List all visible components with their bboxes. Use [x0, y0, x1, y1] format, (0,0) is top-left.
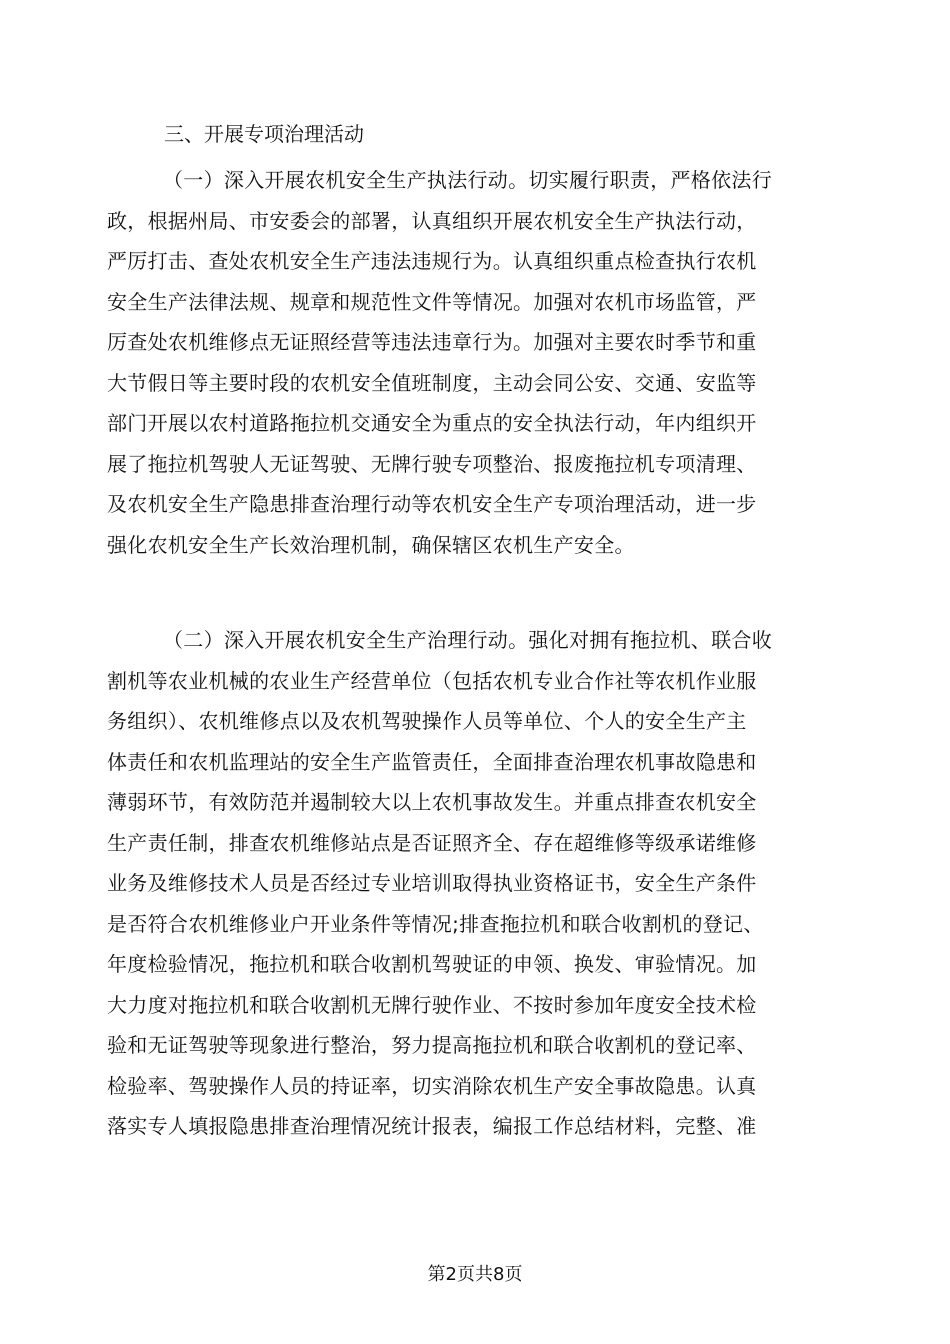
text-line: 政，根据州局、市安委会的部署，认真组织开展农机安全生产执法行动，	[107, 208, 757, 233]
text-line: 检验率、驾驶操作人员的持证率，切实消除农机生产安全事故隐患。认真	[107, 1073, 757, 1098]
paragraph-enforcement-action	[107, 160, 847, 565]
text-line: 验和无证驾驶等现象进行整治，努力提高拖拉机和联合收割机的登记率、	[107, 1033, 757, 1057]
text-line: 厉查处农机维修点无证照经营等违法违章行为。加强对主要农时季节和重	[107, 330, 757, 354]
text-line: 生产责任制，排查农机维修站点是否证照齐全、存在超维修等级承诺维修	[107, 830, 757, 855]
paragraph-governance-action	[107, 620, 847, 1147]
text-line: 安全生产法律法规、规章和规范性文件等情况。加强对农机市场监管，严	[107, 289, 757, 314]
text-line: 年度检验情况，拖拉机和联合收割机驾驶证的申领、换发、审验情况。加	[107, 952, 757, 976]
text-line: 部门开展以农村道路拖拉机交通安全为重点的安全执法行动，年内组织开	[107, 411, 757, 435]
text-line: 是否符合农机维修业户开业条件等情况;排查拖拉机和联合收割机的登记、	[107, 911, 764, 936]
text-line: 大节假日等主要时段的农机安全值班制度，主动会同公安、交通、安监等	[107, 370, 757, 395]
text-line: 强化农机安全生产长效治理机制，确保辖区农机生产安全。	[107, 532, 635, 557]
section-heading: 三、开展专项治理活动	[164, 122, 364, 146]
text-line: 严厉打击、查处农机安全生产违法违规行为。认真组织重点检查执行农机	[107, 249, 757, 273]
text-line: 务组织）、农机维修点以及农机驾驶操作人员等单位、个人的安全生产主	[107, 709, 747, 733]
text-line: 体责任和农机监理站的安全生产监管责任，全面排查治理农机事故隐患和	[107, 749, 757, 774]
text-line: 及农机安全生产隐患排查治理行动等农机安全生产专项治理活动，进一步	[107, 492, 757, 516]
text-line: 大力度对拖拉机和联合收割机无牌行驶作业、不按时参加年度安全技术检	[107, 992, 757, 1017]
text-line: （一）深入开展农机安全生产执法行动。切实履行职责，严格依法行	[163, 168, 772, 192]
text-line: （二）深入开展农机安全生产治理行动。强化对拥有拖拉机、联合收	[163, 628, 772, 652]
page-number: 第2页共8页	[427, 1264, 523, 1285]
text-line: 落实专人填报隐患排查治理情况统计报表，编报工作总结材料，完整、准	[107, 1114, 757, 1138]
text-line: 展了拖拉机驾驶人无证驾驶、无牌行驶专项整治、报废拖拉机专项清理、	[107, 451, 757, 476]
text-line: 割机等农业机械的农业生产经营单位（包括农机专业合作社等农机作业服	[107, 668, 757, 693]
text-line: 薄弱环节，有效防范并遏制较大以上农机事故发生。并重点排查农机安全	[107, 790, 757, 814]
text-line: 业务及维修技术人员是否经过专业培训取得执业资格证书，安全生产条件	[107, 871, 757, 895]
